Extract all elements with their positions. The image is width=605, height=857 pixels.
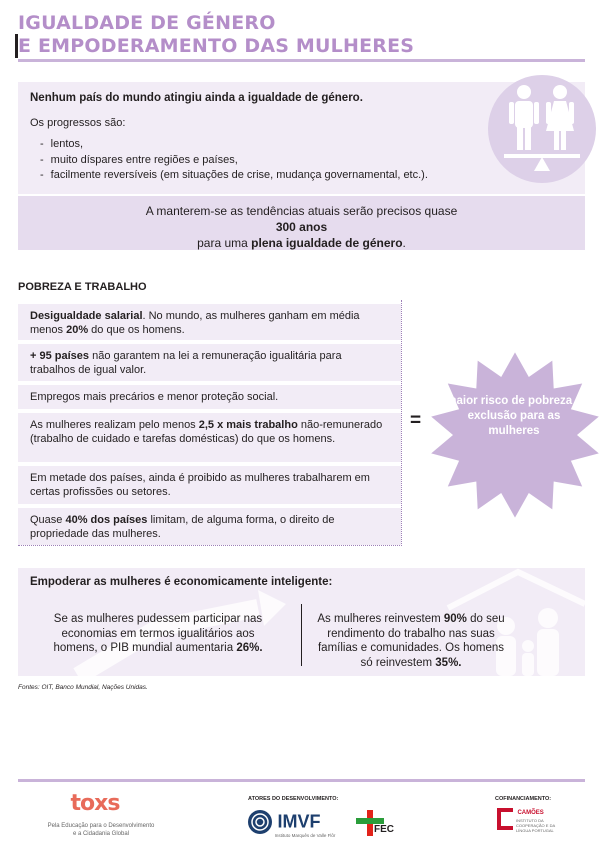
camoes-logo: CAMÕES (497, 808, 544, 830)
camoes-caption: INSTITUTO DA COOPERAÇÃO E DA LÍNGUA PORTUGAL (516, 818, 555, 833)
cofunding-label: COFINANCIAMENTO: (495, 796, 552, 802)
progress-item: - lentos, (40, 137, 428, 153)
title-line-2: E EMPODERAMENTO DAS MULHERES (18, 35, 415, 57)
poverty-item: Quase 40% dos países limitam, de alguma forma, o direito de propriedade das mulheres. (18, 508, 401, 545)
title-marker (15, 34, 18, 58)
poverty-item: + 95 países não garantem na lei a remuneração igualitária para trabalhos de igual valor. (18, 344, 401, 381)
section-title: POBREZA E TRABALHO (18, 281, 147, 293)
poverty-item: Desigualdade salarial. No mundo, as mulheres ganham em média menos 20% do que os homens. (18, 304, 401, 340)
camoes-mark-icon (497, 808, 513, 830)
fec-logo: FEC (356, 810, 384, 841)
empowerment-panel (18, 568, 585, 676)
reinvest-statement: As mulheres reinvestem 90% do seu rendimento do trabalho nas suas famílias e comunidades. Os homens só reinvestem 35%. (317, 613, 505, 669)
actors-label: ATORES DO DESENVOLVIMENTO: (248, 796, 339, 802)
poverty-item: Em metade dos países, ainda é proibido as mulheres trabalharem em certas profissões ou setores. (18, 466, 401, 504)
poverty-item: Empregos mais precários e menor proteção social. (18, 385, 401, 409)
gdp-statement: Se as mulheres pudessem participar nas economias em termos igualitários aos homens, o PIB mundial aumentaria 26%. (53, 613, 263, 654)
forecast-line-1: A manterem-se as tendências atuais serão precisos quase (145, 204, 458, 218)
forecast-line-3: para uma plena igualdade de género. (197, 236, 406, 250)
toxs-caption: Pela Educação para o Desenvolvimento e a Cidadania Global (47, 823, 155, 837)
progress-label: Os progressos são: (30, 117, 126, 129)
title-line-1: IGUALDADE DE GÉNERO (18, 12, 276, 34)
imvf-logo: IMVF (247, 809, 320, 835)
sources-note: Fontes: OIT, Banco Mundial, Nações Unidas. (18, 684, 148, 691)
progress-item: - muito díspares entre regiões e países, (40, 153, 428, 169)
title-divider (18, 59, 585, 62)
poverty-item: As mulheres realizam pelo menos 2,5 x mais trabalho não-remunerado (trabalho de cuidado e tarefas domésticas) do que os homens. (18, 413, 401, 462)
risk-statement: maior risco de pobreza e exclusão para as mulheres (446, 395, 582, 437)
empowerment-heading: Empoderar as mulheres é economicamente inteligente: (30, 576, 333, 588)
page-title (18, 12, 414, 58)
intro-heading: Nenhum país do mundo atingiu ainda a igualdade de género. (30, 92, 363, 104)
equals-sign: = (410, 410, 422, 431)
imvf-caption: Instituto Marquês de Valle Flôr (274, 833, 336, 838)
intro-panel (18, 82, 585, 194)
forecast-panel (18, 196, 585, 250)
progress-list (40, 137, 428, 184)
column-divider (301, 604, 302, 666)
toxs-logo: toxs (70, 791, 120, 816)
forecast-years: 300 anos (275, 220, 328, 234)
poverty-list (18, 300, 402, 546)
progress-item: - facilmente reversíveis (em situações de crise, mudança governamental, etc.). (40, 168, 428, 184)
footer-divider (18, 779, 585, 782)
gender-balance-icon (488, 75, 596, 183)
